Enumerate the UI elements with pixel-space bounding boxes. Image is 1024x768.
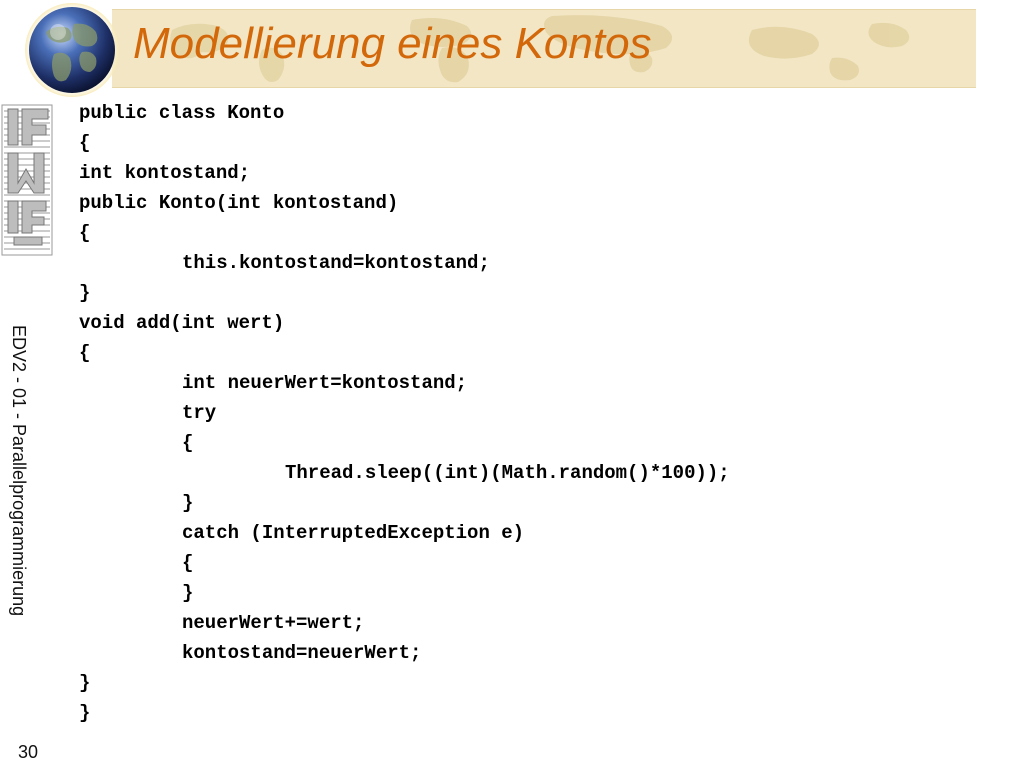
- code-line: kontostand=neuerWert;: [182, 642, 422, 664]
- code-line: int neuerWert=kontostand;: [182, 372, 468, 394]
- code-line: }: [182, 582, 194, 604]
- slide-title: Modellierung eines Kontos: [133, 19, 652, 68]
- code-line: {: [79, 132, 91, 154]
- side-label: EDV2 - 01 - Parallelprogrammierung: [9, 325, 29, 617]
- code-line: {: [182, 432, 194, 454]
- code-line: }: [79, 282, 91, 304]
- page-number: 30: [18, 742, 39, 762]
- code-line: {: [79, 222, 91, 244]
- code-line: }: [182, 492, 194, 514]
- code-line: int kontostand;: [79, 162, 251, 184]
- code-line: try: [182, 402, 217, 424]
- code-line: }: [79, 702, 91, 724]
- code-line: catch (InterruptedException e): [182, 522, 525, 544]
- code-line: }: [79, 672, 91, 694]
- globe-icon: [24, 2, 120, 98]
- code-line: {: [79, 342, 91, 364]
- code-line: neuerWert+=wert;: [182, 612, 365, 634]
- code-line: this.kontostand=kontostand;: [182, 252, 490, 274]
- code-listing: [79, 98, 730, 728]
- code-line: public Konto(int kontostand): [79, 192, 399, 214]
- code-line: void add(int wert): [79, 312, 285, 334]
- logo-emblem: [0, 103, 56, 257]
- code-line: public class Konto: [79, 102, 285, 124]
- code-line: {: [182, 552, 194, 574]
- code-line: Thread.sleep((int)(Math.random()*100));: [285, 462, 730, 484]
